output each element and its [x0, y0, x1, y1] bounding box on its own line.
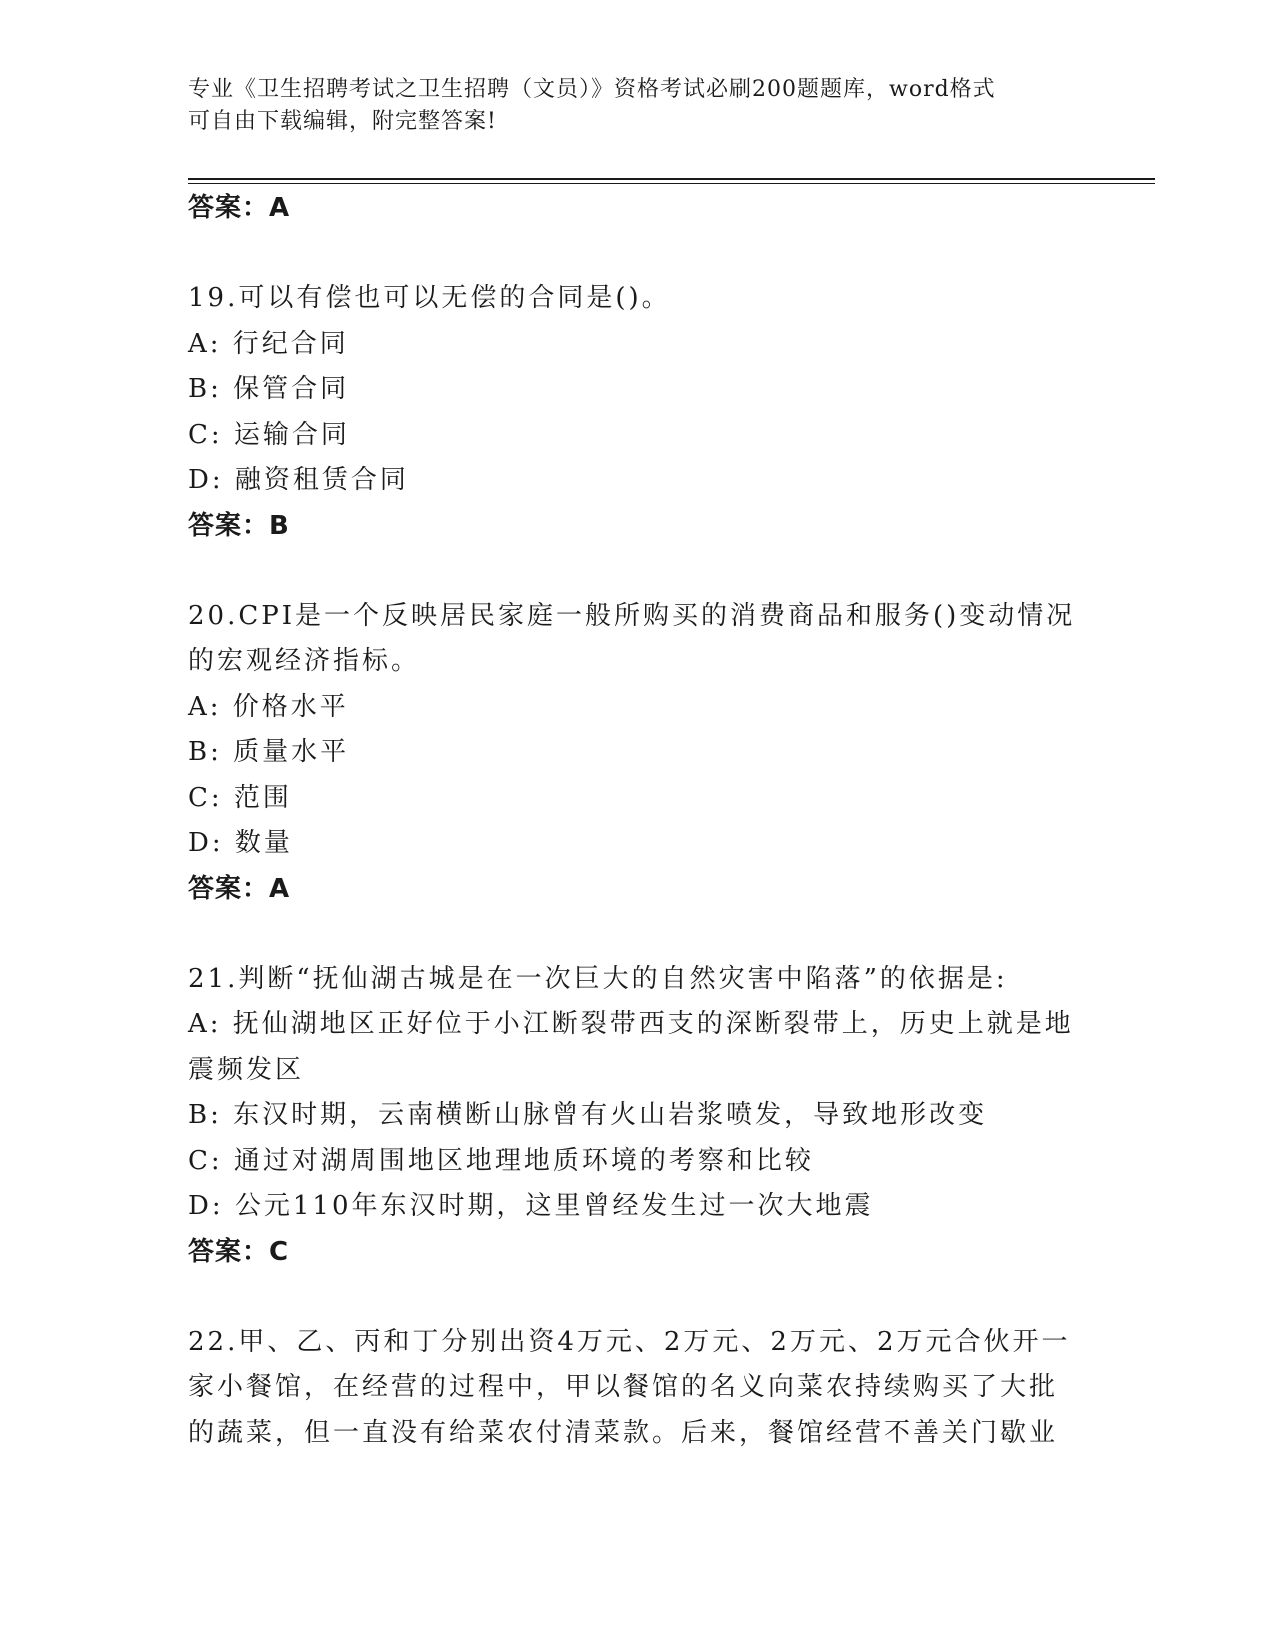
question-block	[188, 594, 1088, 912]
option-d: D: 公元110年东汉时期，这里曾经发生过一次大地震	[188, 1191, 874, 1221]
answer-line: 答案：B	[188, 510, 290, 541]
question-content	[188, 186, 1088, 1456]
option-d: D: 融资租赁合同	[188, 465, 409, 495]
option-a: A: 价格水平	[188, 691, 349, 722]
question-text: 家小餐馆，在经营的过程中，甲以餐馆的名义向菜农持续购买了大批	[188, 1372, 1059, 1402]
question-block	[188, 276, 1088, 549]
question-text: 21.判断“抚仙湖古城是在一次巨大的自然灾害中陷落”的依据是:	[188, 963, 1008, 994]
answer-line: 答案：A	[188, 873, 291, 904]
question-text: 的宏观经济指标。	[188, 646, 421, 676]
option-c: C: 通过对湖周围地区地理地质环境的考察和比较	[188, 1145, 814, 1176]
question-block	[188, 1320, 1088, 1457]
answer-line: 答案：C	[188, 1236, 290, 1267]
document-header	[188, 74, 1068, 138]
option-a-continued: 震频发区	[188, 1054, 305, 1085]
header-rule-thin	[188, 183, 1155, 184]
option-a: A: 行纪合同	[188, 328, 349, 359]
header-line-1: 专业《卫生招聘考试之卫生招聘（文员）》资格考试必刷200题题库，word格式	[188, 77, 996, 102]
header-rule-thick	[188, 178, 1155, 180]
option-c: C: 运输合同	[188, 419, 350, 450]
question-text: 22.甲、乙、丙和丁分别出资4万元、2万元、2万元、2万元合伙开一	[188, 1326, 1071, 1357]
option-a: A: 抚仙湖地区正好位于小江断裂带西支的深断裂带上，历史上就是地	[188, 1009, 1074, 1039]
question-block	[188, 957, 1088, 1275]
option-d: D: 数量	[188, 828, 293, 858]
answer-line: 答案：A	[188, 193, 291, 223]
question-text: 20.CPI是一个反映居民家庭一般所购买的消费商品和服务()变动情况	[188, 600, 1076, 631]
question-text: 19.可以有偿也可以无偿的合同是()。	[188, 283, 671, 313]
option-b: B: 保管合同	[188, 374, 350, 404]
option-b: B: 东汉时期，云南横断山脉曾有火山岩浆喷发，导致地形改变	[188, 1100, 988, 1130]
question-text: 的蔬菜，但一直没有给菜农付清菜款。后来，餐馆经营不善关门歇业	[188, 1417, 1059, 1448]
header-line-2: 可自由下载编辑，附完整答案!	[188, 109, 497, 134]
option-c: C: 范围	[188, 782, 292, 813]
option-b: B: 质量水平	[188, 737, 350, 767]
